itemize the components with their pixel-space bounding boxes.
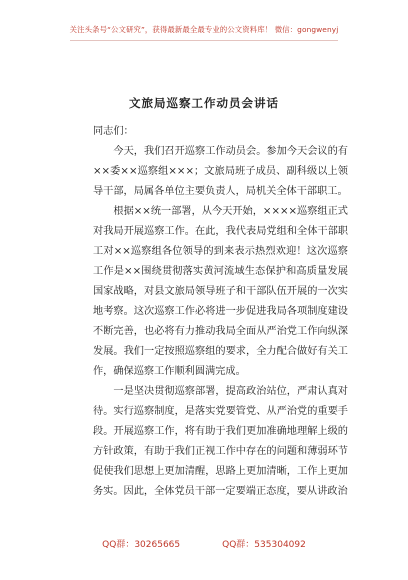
- document-title: 文旅局巡察工作动员会讲话: [129, 96, 279, 110]
- header-divider: [70, 40, 338, 41]
- body-paragraph: 今天，我们召开巡察工作动员会。参加今天会议的有××委××巡察组×××；文旅局班子成员、副科级以上领导干部，局属各单位主要负责人，局机关全体干部职工。: [93, 146, 348, 197]
- salutation: 同志们：: [93, 126, 134, 137]
- body-paragraph: 一是坚决贯彻巡察部署，提高政治站位，严肃认真对待。实行巡察制度，是落实党要管党、从严治党的重要手段。开展巡察工作，将有助于我们更加准确地理解上级的方针政策，有助于我们正视工作中存在的问题和薄弱环节促使我们思想上更加清醒，思路上更加清晰，工作上更加务实。因此，全体党员干部一定要端正态度，要从讲政治: [93, 386, 348, 497]
- body-paragraph: 根据××统一部署，从今天开始，××××巡察组正式对我局开展巡察工作。在此，我代表局党组和全体干部职工对××巡察组各位领导的到来表示热烈欢迎！这次巡察工作是××围绕贯彻落实黄河流域生态保护和高质量发展国家战略，对县文旅局领导班子和干部队伍开展的一次实地考察。这次巡察工作必将进一步促进我局各项制度建设不断完善，也必将有力推动我局全面从严治党工作向纵深发展。我们一定按照巡察组的要求，全力配合做好有关工作，确保巡察工作顺利圆满完成。: [93, 206, 348, 377]
- header-banner: 关注头条号“公文研究”，获得最新最全最专业的公文资料库！ 微信：gongwenyj: [69, 25, 339, 34]
- footer-qq-group-2: QQ群：535304092: [222, 540, 306, 550]
- footer: [0, 537, 408, 550]
- footer-qq-group-1: QQ群：30265665: [102, 540, 181, 550]
- document-body: [93, 122, 348, 502]
